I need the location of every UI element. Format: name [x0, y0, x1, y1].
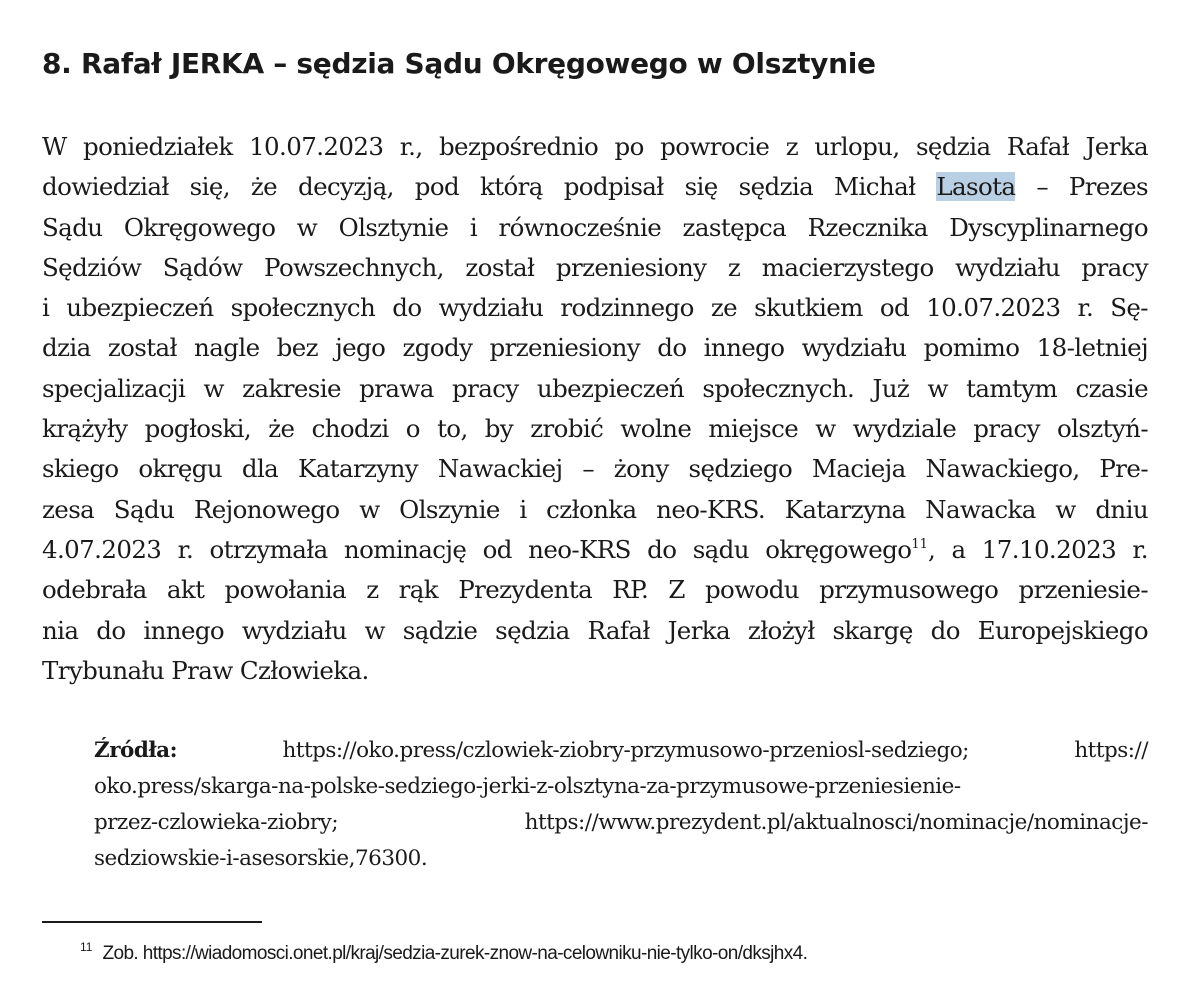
- sources-line[interactable]: oko.press/skarga-na-polske-sedziego-jerki-z-olsztyna-za-przymusowe-przeniesienie-: [94, 774, 961, 799]
- body-line: [42, 530, 1148, 570]
- section-heading: 8. Rafał JERKA – sędzia Sądu Okręgowego w Olsztynie: [42, 47, 876, 80]
- body-text: , a 17.10.2023 r.: [927, 534, 1148, 564]
- body-line: [42, 167, 1148, 207]
- footnote-divider: [42, 921, 262, 923]
- body-line: odebrała akt powołania z rąk Prezydenta RP. Z powodu przymusowego przeniesie-: [42, 575, 1148, 605]
- body-line: krążyły pogłoski, że chodzi o to, by zrobić wolne miejsce w wydziale pracy olsztyń-: [42, 414, 1148, 444]
- body-line: skiego okręgu dla Katarzyny Nawackiej – żony sędziego Macieja Nawackiego, Pre-: [42, 454, 1148, 484]
- body-line: W poniedziałek 10.07.2023 r., bezpośrednio po powrocie z urlopu, sędzia Rafał Jerka: [42, 132, 1148, 161]
- footnote-text[interactable]: Zob. https://wiadomosci.onet.pl/kraj/sedzia-zurek-znow-na-celowniku-nie-tylko-on/dksjhx4.: [102, 943, 808, 964]
- footnote-number: 11: [80, 940, 93, 954]
- body-line: Trybunału Praw Człowieka.: [42, 655, 369, 685]
- body-text: – Prezes: [1015, 172, 1148, 202]
- sources-line[interactable]: przez-czlowieka-ziobry; https://www.prezydent.pl/aktualnosci/nominacje/nominacje-: [94, 810, 1148, 835]
- body-line: Sędziów Sądów Powszechnych, został przeniesiony z macierzystego wydziału pracy: [42, 252, 1148, 282]
- body-text: dowiedział się, że decyzją, pod którą podpisał się sędzia Michał: [42, 172, 937, 202]
- sources-line[interactable]: sedziowskie-i-asesorskie,76300.: [94, 846, 428, 871]
- body-line: i ubezpieczeń społecznych do wydziału rodzinnego ze skutkiem od 10.07.2023 r. Sę-: [42, 293, 1148, 323]
- body-line: Sądu Okręgowego w Olsztynie i równocześnie zastępca Rzecznika Dyscyplinarnego: [42, 212, 1148, 242]
- body-line: specjalizacji w zakresie prawa pracy ubezpieczeń społecznych. Już w tamtym czasie: [42, 373, 1148, 403]
- footnote-reference[interactable]: 11: [911, 536, 928, 552]
- sources-line: [94, 733, 1148, 769]
- source-links[interactable]: https://oko.press/czlowiek-ziobry-przymusowo-przeniosl-sedziego; https://: [177, 738, 1148, 763]
- selected-text-highlight[interactable]: Lasota: [936, 172, 1016, 202]
- body-paragraph: [42, 127, 1148, 691]
- body-line: nia do innego wydziału w sądzie sędzia Rafał Jerka złożył skargę do Europejskiego: [42, 615, 1148, 645]
- sources-block: [94, 733, 1148, 877]
- body-line: zesa Sądu Rejonowego w Olszynie i członka neo-KRS. Katarzyna Nawacka w dniu: [42, 494, 1148, 524]
- footnote: [80, 939, 1160, 969]
- body-line: dzia został nagle bez jego zgody przeniesiony do innego wydziału pomimo 18-letniej: [42, 333, 1148, 363]
- sources-label: Źródła:: [94, 738, 178, 763]
- body-text: 4.07.2023 r. otrzymała nominację od neo-KRS do sądu okręgowego: [42, 534, 912, 564]
